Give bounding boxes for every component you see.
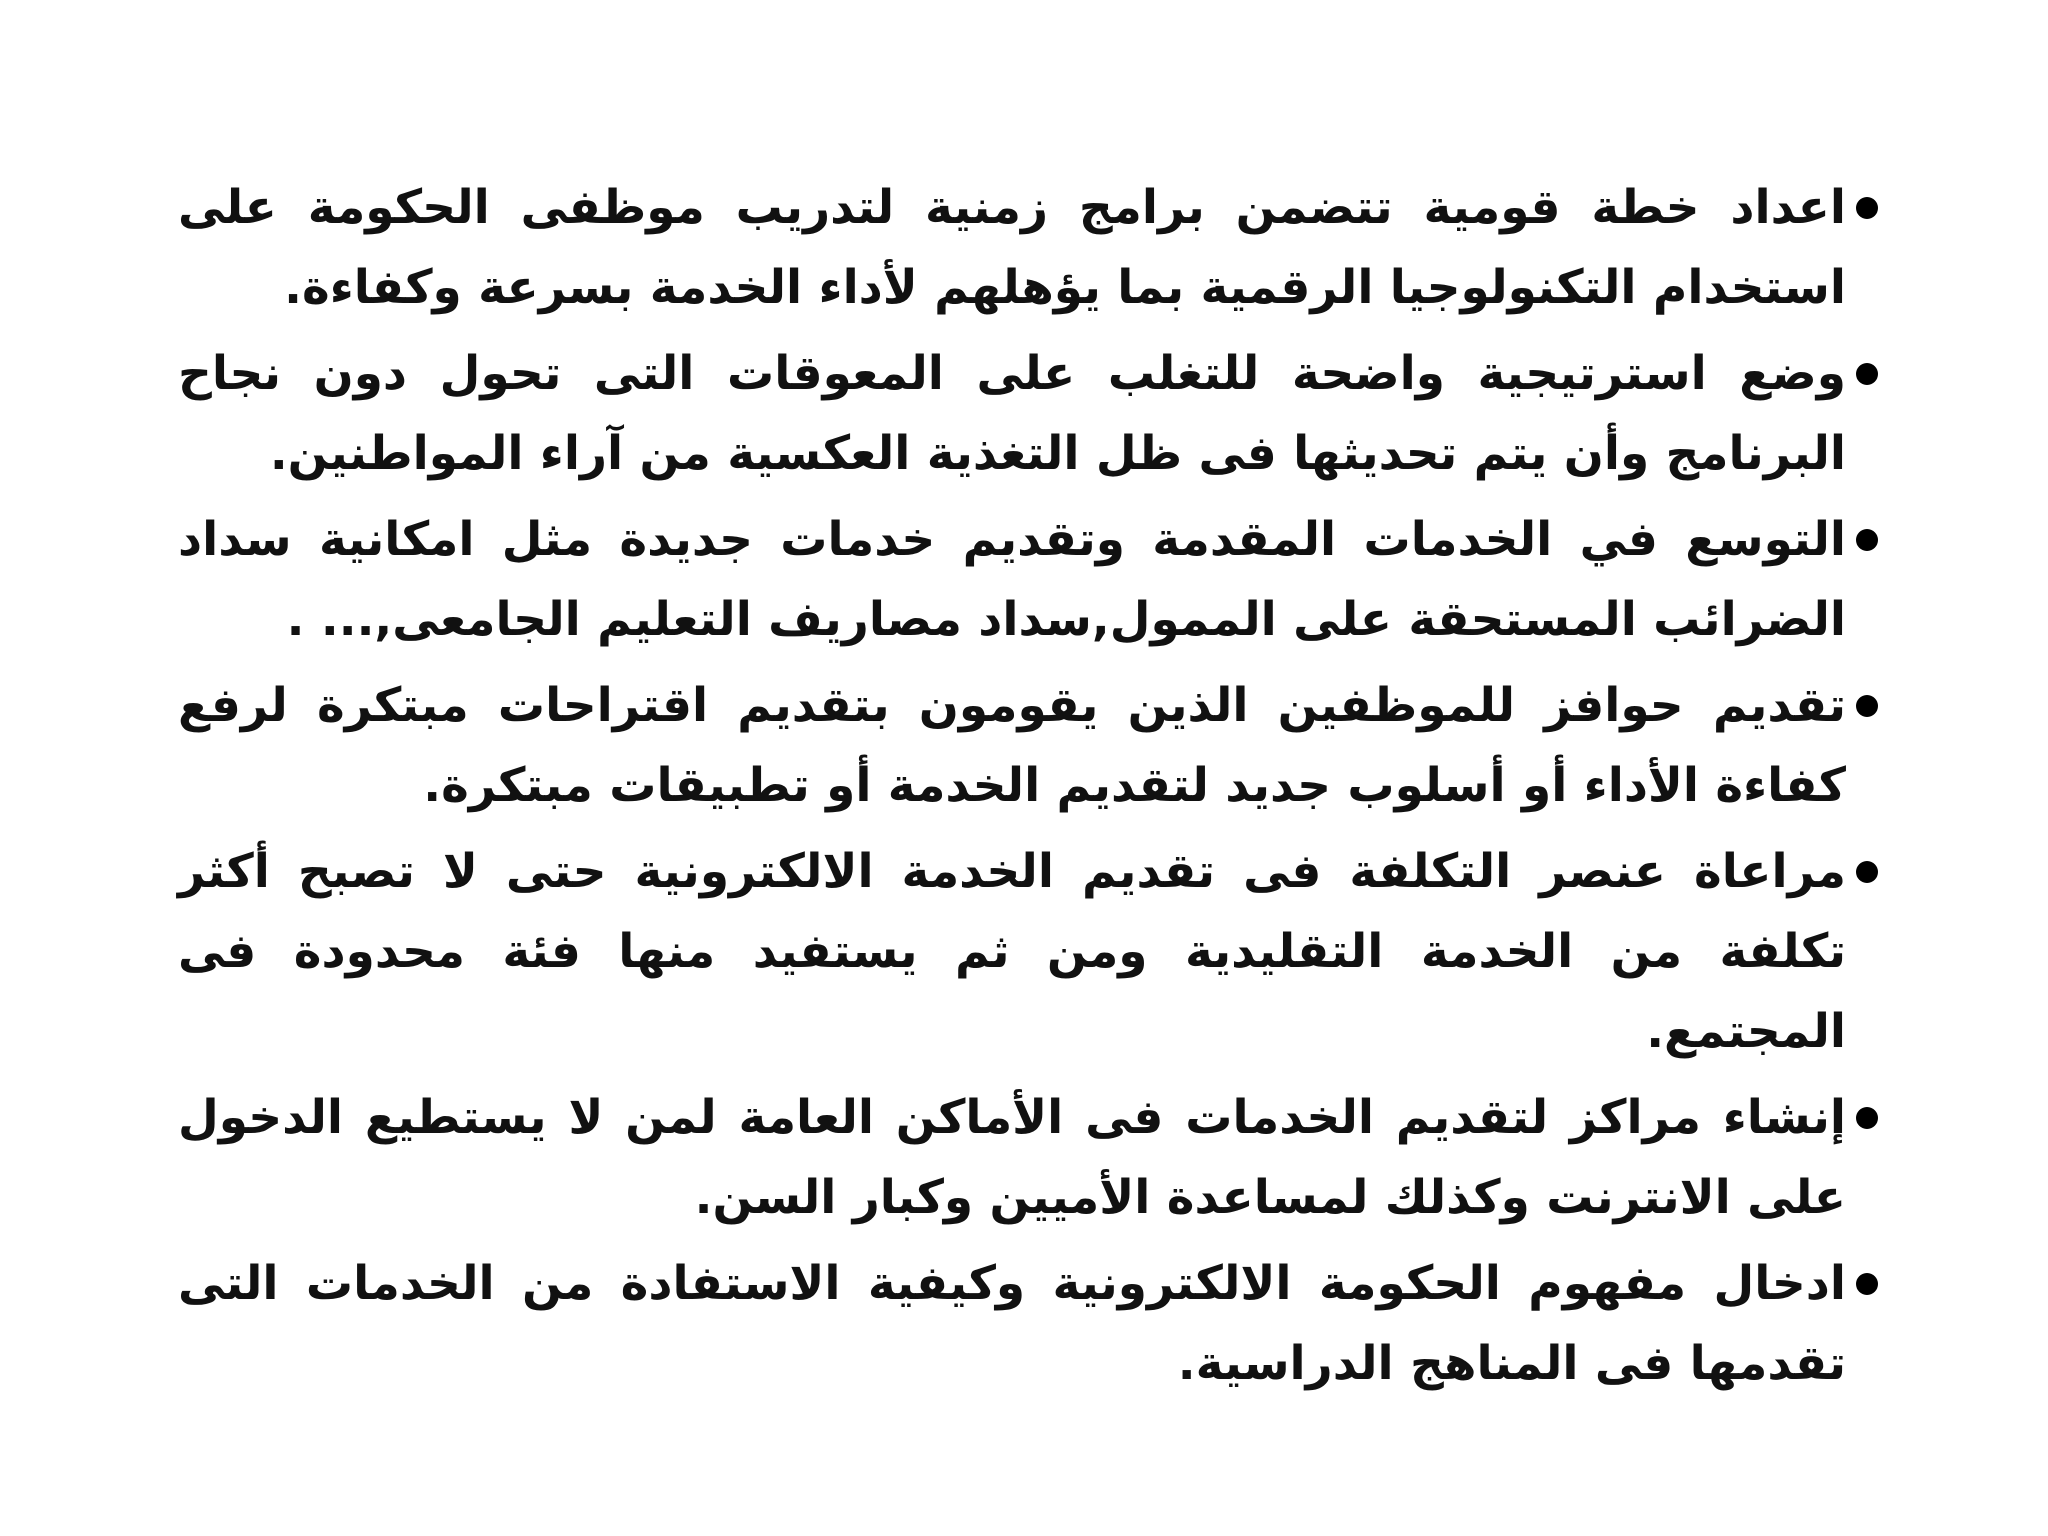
bullet-text: تقديم حوافز للموظفين الذين يقومون بتقديم اقتراحات مبتكرة لرفع كفاءة الأداء أو أسلوب جديد لتقديم الخدمة أو تطبيقات مبتكرة. (178, 678, 1846, 813)
bullet-text: مراعاة عنصر التكلفة فى تقديم الخدمة الالكترونية حتى لا تصبح أكثر تكلفة من الخدمة التقليدية ومن ثم يستفيد منها فئة محدودة فى المجتمع. (178, 844, 1846, 1059)
bullet-item-7 (178, 1244, 1878, 1404)
bullet-icon (1856, 197, 1878, 219)
bullet-item-6 (178, 1078, 1878, 1238)
bullet-icon (1856, 861, 1878, 883)
bullet-item-5 (178, 832, 1878, 1072)
bullet-item-2 (178, 334, 1878, 494)
bullet-text: اعداد خطة قومية تتضمن برامج زمنية لتدريب موظفى الحكومة على استخدام التكنولوجيا الرقمية بما يؤهلهم لأداء الخدمة بسرعة وكفاءة. (178, 180, 1846, 315)
bullet-item-4 (178, 666, 1878, 826)
bullet-item-1 (178, 168, 1878, 328)
bullet-icon (1856, 695, 1878, 717)
bullet-text: التوسع في الخدمات المقدمة وتقديم خدمات جديدة مثل امكانية سداد الضرائب المستحقة على الممول,سداد مصاريف التعليم الجامعى,... . (178, 512, 1846, 647)
bullet-item-3 (178, 500, 1878, 660)
bullet-icon (1856, 1273, 1878, 1295)
bullet-icon (1856, 529, 1878, 551)
bullet-text: ادخال مفهوم الحكومة الالكترونية وكيفية الاستفادة من الخدمات التى تقدمها فى المناهج الدراسية. (178, 1256, 1846, 1391)
bullet-list (178, 168, 1878, 1410)
bullet-text: إنشاء مراكز لتقديم الخدمات فى الأماكن العامة لمن لا يستطيع الدخول على الانترنت وكذلك لمساعدة الأميين وكبار السن. (178, 1090, 1846, 1225)
bullet-text: وضع استرتيجية واضحة للتغلب على المعوقات التى تحول دون نجاح البرنامج وأن يتم تحديثها فى ظل التغذية العكسية من آراء المواطنين. (178, 346, 1846, 481)
bullet-icon (1856, 1107, 1878, 1129)
bullet-icon (1856, 363, 1878, 385)
